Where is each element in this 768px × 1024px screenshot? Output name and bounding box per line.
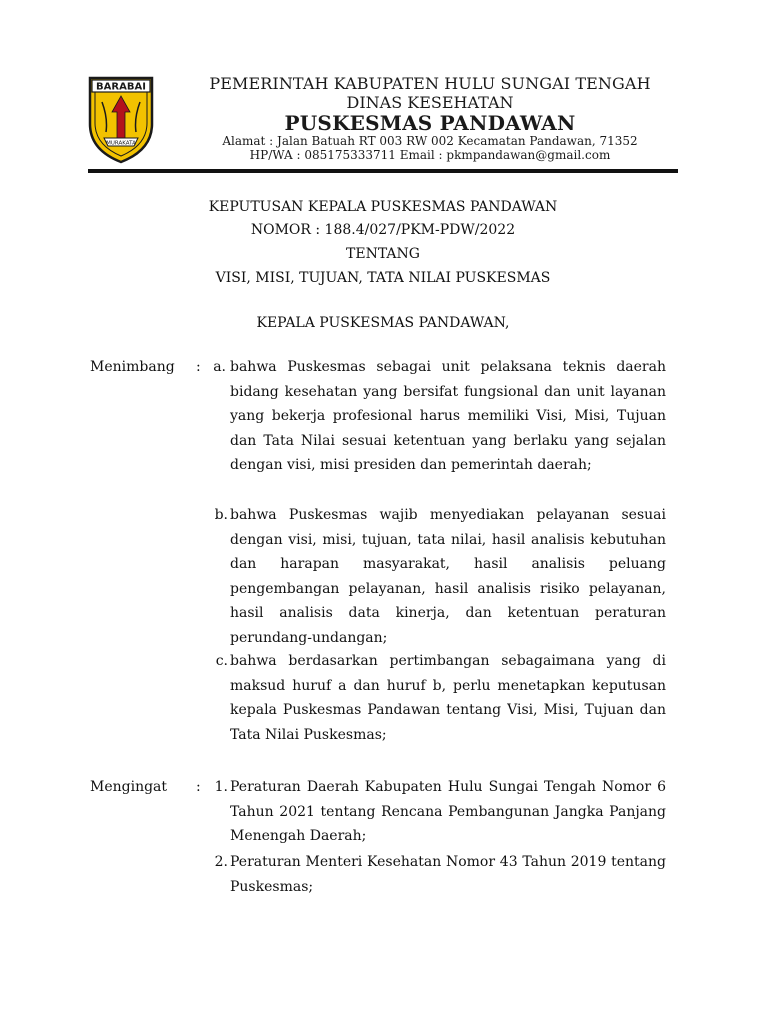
menimbang-marker-b: b. (214, 507, 228, 523)
decree-number: NOMOR : 188.4/027/PKM-PDW/2022 (250, 222, 516, 238)
mengingat-item-1: Peraturan Daerah Kabupaten Hulu Sungai Tengah Nomor 6 Tahun 2021 tentang Rencana Pembangunan Jangka Panjang Menengah Daerah; (230, 779, 666, 844)
mengingat-item-2: Peraturan Menteri Kesehatan Nomor 43 Tahun 2019 tentang Puskesmas; (230, 854, 666, 895)
mengingat-label: Mengingat (90, 779, 168, 795)
letterhead-divider (88, 169, 678, 173)
menimbang-marker-c: c. (215, 653, 228, 669)
government-name: PEMERINTAH KABUPATEN HULU SUNGAI TENGAH (209, 74, 651, 93)
decree-title: KEPUTUSAN KEPALA PUSKESMAS PANDAWAN (208, 199, 558, 215)
menimbang-colon: : (196, 359, 201, 375)
mengingat-colon: : (196, 779, 201, 795)
mengingat-marker-2: 2. (214, 854, 228, 870)
menimbang-item-a: bahwa Puskesmas sebagai unit pelaksana teknis daerah bidang kesehatan yang bersifat fungsional dan unit layanan yang bekerja profesional harus memiliki Visi, Misi, Tujuan dan Tata Nilai sesuai ketentuan yang berlaku yang sejalan dengan visi, misi presiden dan pemerintah daerah; (230, 359, 666, 473)
contact-line: HP/WA : 085175333711 Email : pkmpandawan@gmail.com (249, 148, 611, 162)
svg-text:MURAKATA: MURAKATA (106, 140, 136, 147)
mengingat-marker-1: 1. (214, 779, 228, 795)
menimbang-item-b: bahwa Puskesmas wajib menyediakan pelayanan sesuai dengan visi, misi, tujuan, tata nilai, hasil analisis kebutuhan dan harapan masyarakat, hasil analisis peluang pengembangan pelayanan, hasil analisis risiko pelayanan, hasil analisis data kinerja, dan ketentuan peraturan perundang-undangan; (230, 507, 666, 646)
institution-name: PUSKESMAS PANDAWAN (284, 111, 576, 135)
department-name: DINAS KESEHATAN (346, 93, 514, 112)
menimbang-item-c: bahwa berdasarkan pertimbangan sebagaimana yang di maksud huruf a dan huruf b, perlu menetapkan keputusan kepala Puskesmas Pandawan tentang Visi, Misi, Tujuan dan Tata Nilai Puskesmas; (230, 653, 666, 743)
issuer-heading: KEPALA PUSKESMAS PANDAWAN, (256, 315, 510, 331)
menimbang-marker-a: a. (213, 359, 226, 375)
svg-text:BARABAI: BARABAI (96, 81, 146, 93)
address-line: Alamat : Jalan Batuah RT 003 RW 002 Kecamatan Pandawan, 71352 (222, 134, 638, 148)
barabai-crest-logo (86, 72, 156, 164)
menimbang-label: Menimbang (90, 359, 175, 375)
decree-about: TENTANG (346, 246, 420, 262)
decree-subject: VISI, MISI, TUJUAN, TATA NILAI PUSKESMAS (215, 270, 551, 286)
